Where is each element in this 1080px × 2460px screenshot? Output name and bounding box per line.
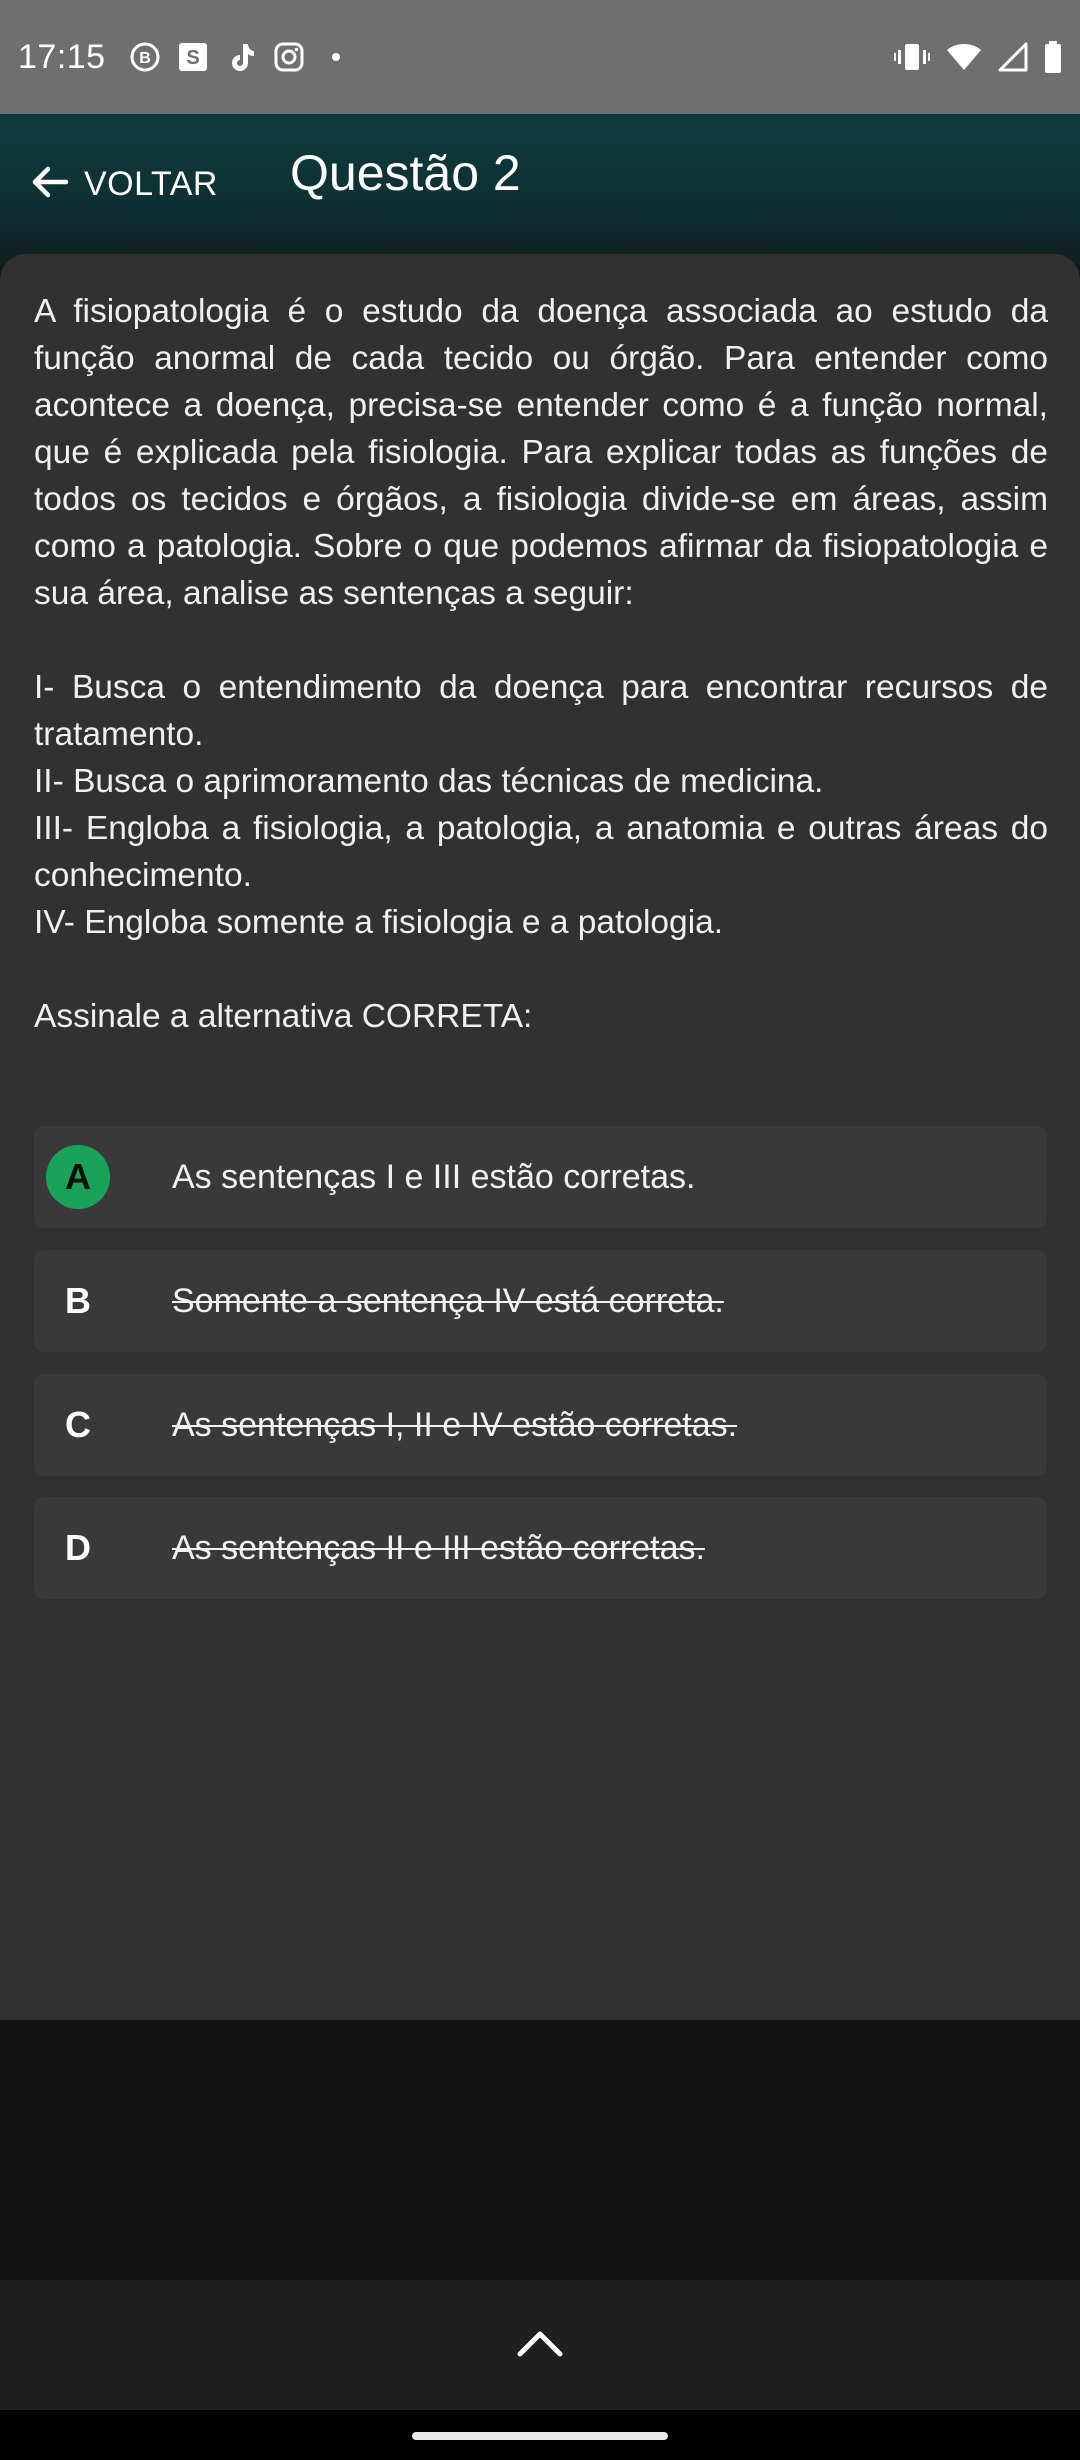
question-text <box>34 288 1048 1040</box>
system-nav-bar <box>0 2410 1080 2460</box>
option-letter-d: D <box>65 1527 91 1568</box>
option-d[interactable] <box>34 1497 1047 1599</box>
option-c[interactable] <box>34 1374 1047 1476</box>
option-text-c: As sentenças I, II e IV estão corretas. <box>172 1405 738 1444</box>
status-time: 17:15 <box>18 37 106 76</box>
page-title: Questão 2 <box>290 145 521 201</box>
instagram-icon <box>272 40 306 74</box>
statement-1: I- Busca o entendimento da doença para encontrar recursos de tratamento. <box>34 669 1048 753</box>
statement-3: III- Engloba a fisiologia, a patologia, a anatomia e outras áreas do conhecimento. <box>34 810 1048 894</box>
statement-2: II- Busca o aprimoramento das técnicas de medicina. <box>34 763 824 800</box>
svg-text:S: S <box>185 47 200 69</box>
bottom-panel <box>0 2280 1080 2410</box>
notification-icons <box>128 40 340 74</box>
status-bar <box>0 0 1080 114</box>
s-square-icon <box>176 40 210 74</box>
option-text-d: As sentenças II e III estão corretas. <box>172 1528 705 1567</box>
chevron-up-icon[interactable] <box>515 2326 565 2365</box>
option-b[interactable] <box>34 1250 1047 1352</box>
tiktok-icon <box>224 40 258 74</box>
statement-4: IV- Engloba somente a fisiologia e a patologia. <box>34 904 724 941</box>
question-prompt: Assinale a alternativa CORRETA: <box>34 998 533 1035</box>
arrow-left-icon <box>30 162 70 207</box>
option-a[interactable] <box>34 1126 1047 1228</box>
signal-icon <box>998 40 1028 74</box>
system-icons <box>894 40 1062 74</box>
option-letter-a: A <box>46 1145 110 1209</box>
dot-icon <box>332 53 340 61</box>
option-letter-c: C <box>65 1404 91 1445</box>
option-text-a: As sentenças I e III estão corretas. <box>172 1157 696 1196</box>
back-button[interactable] <box>30 154 218 214</box>
vibrate-icon <box>894 40 930 74</box>
b-circle-icon <box>128 40 162 74</box>
question-card <box>0 254 1080 2020</box>
svg-text:B: B <box>138 50 151 67</box>
option-letter-b: B <box>65 1280 91 1321</box>
question-intro: A fisiopatologia é o estudo da doença associada ao estudo da função anormal de cada tecido ou órgão. Para entender como acontece a doença, precisa-se entender como é a função normal, que é explicada pela fisiologia. Para explicar todas as funções de todos os tecidos e órgãos, a fisiologia divide-se em áreas, assim como a patologia. Sobre o que podemos afirmar da fisiopatologia e sua área, analise as sentenças a seguir: <box>34 293 1048 612</box>
battery-icon <box>1044 40 1062 74</box>
back-label: VOLTAR <box>84 164 218 203</box>
home-handle[interactable] <box>412 2432 668 2440</box>
option-text-b: Somente a sentença IV está correta. <box>172 1281 724 1320</box>
wifi-icon <box>946 40 982 74</box>
